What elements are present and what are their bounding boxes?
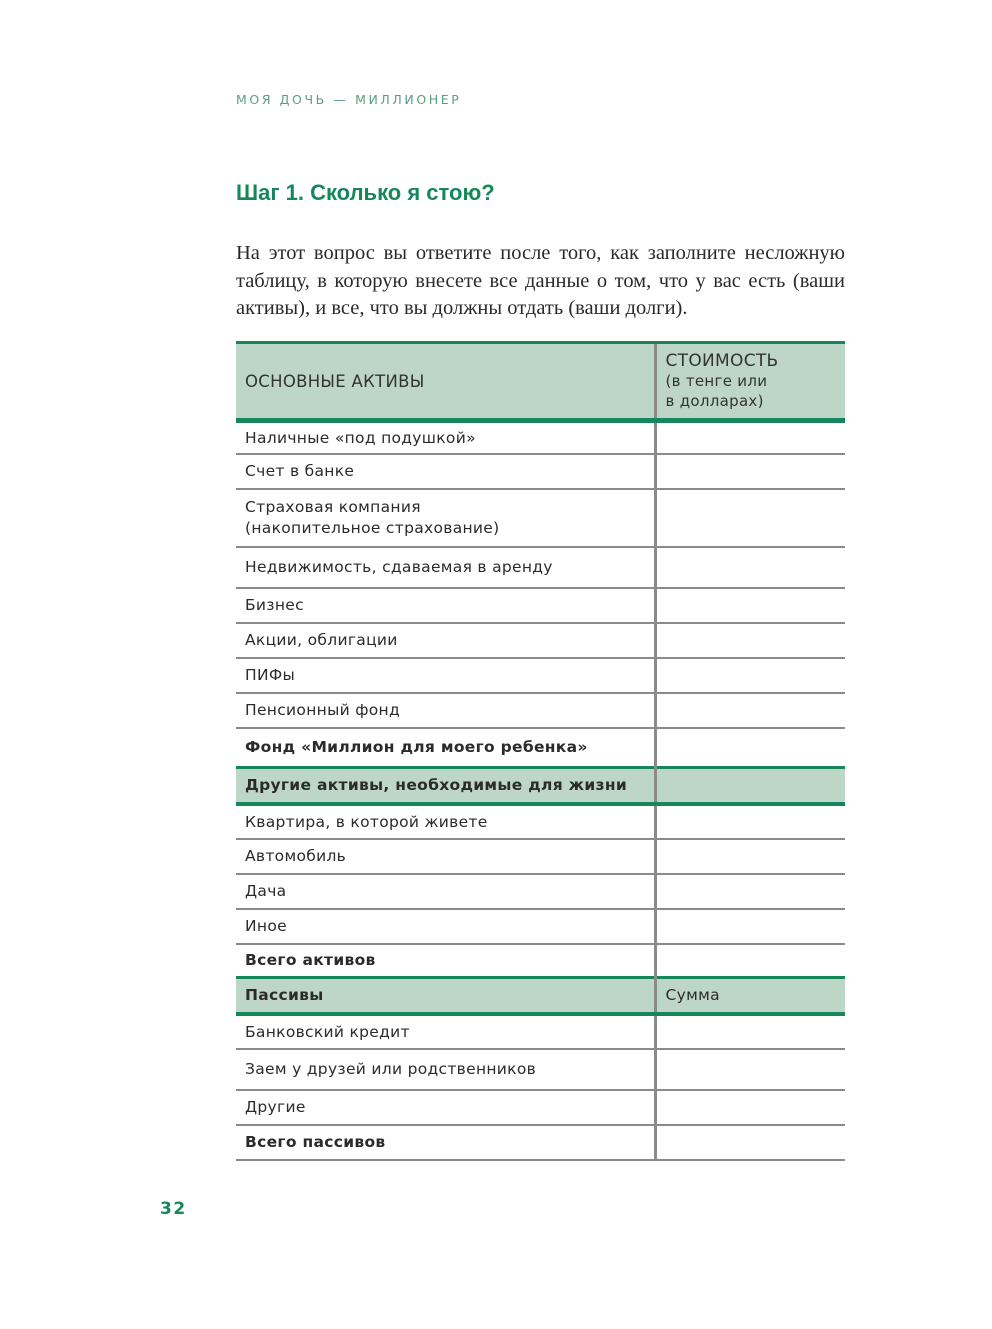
row-label: Банковский кредит [236,1014,655,1049]
value-cell[interactable] [655,421,845,454]
value-cell[interactable] [655,623,845,658]
total-liabilities-label: Всего пассивов [236,1125,655,1160]
value-cell[interactable] [655,839,845,874]
table-row [236,804,845,839]
row-label: Бизнес [236,588,655,623]
value-cell[interactable] [655,588,845,623]
table-row [236,1090,845,1125]
section-heading: Шаг 1. Сколько я стою? [236,180,495,205]
page-number: 32 [160,1199,187,1219]
table-row [236,909,845,944]
row-label: Квартира, в которой живете [236,804,655,839]
intro-paragraph: На этот вопрос вы ответите после того, как заполните несложную таблицу, в которую внесете все данные о том, что у вас есть (ваши активы), и все, что вы должны отдать (ваши долги). [236,242,845,319]
value-cell[interactable] [655,874,845,909]
total-assets-label: Всего активов [245,951,376,970]
value-cell[interactable] [655,804,845,839]
row-label: Недвижимость, сдаваемая в аренду [236,547,655,588]
liabilities-header-row [236,978,845,1014]
row-label: Наличные «под подушкой» [236,421,655,454]
row-label: Счет в банке [236,454,655,489]
table-row [236,623,845,658]
row-label: ПИФы [236,658,655,693]
header-value-title: СТОИМОСТЬ [665,351,779,371]
table-row [236,658,845,693]
table-row [236,588,845,623]
table-row [236,547,845,588]
row-label: Другие [236,1090,655,1125]
value-cell[interactable] [655,658,845,693]
row-label [236,489,655,547]
header-main-assets: ОСНОВНЫЕ АКТИВЫ [236,343,655,421]
other-assets-header: Другие активы, необходимые для жизни [236,768,655,804]
value-cell[interactable] [655,1090,845,1125]
table-row [236,874,845,909]
value-cell[interactable] [655,728,845,768]
header-value [655,343,845,421]
header-value-sub2: в долларах) [665,392,764,410]
running-head: МОЯ ДОЧЬ — МИЛЛИОНЕР [236,92,462,107]
total-assets-row [236,944,845,978]
other-assets-header-value [655,768,845,804]
table-row [236,839,845,874]
table-row [236,728,845,768]
row-label: Акции, облигации [236,623,655,658]
row-label-line2: (накопительное страхование) [245,518,500,537]
value-cell[interactable] [655,454,845,489]
total-liabilities-row [236,1125,845,1160]
table-row [236,421,845,454]
other-assets-header-row [236,768,845,804]
row-label: Фонд «Миллион для моего ребенка» [236,728,655,768]
row-label: Пенсионный фонд [236,693,655,728]
row-label-line1: Страховая компания [245,497,421,516]
value-cell[interactable] [655,489,845,547]
assets-liabilities-table [236,341,845,1161]
table-row [236,489,845,547]
table-row [236,1014,845,1049]
row-label: Автомобиль [236,839,655,874]
table-row [236,693,845,728]
value-cell[interactable] [655,1049,845,1090]
table-row [236,1049,845,1090]
row-label: Заем у друзей или родственников [236,1049,655,1090]
liabilities-header-value: Сумма [655,978,845,1014]
header-value-sub1: (в тенге или [665,372,768,390]
value-cell[interactable] [655,909,845,944]
value-cell[interactable] [655,547,845,588]
table-header-row [236,343,845,421]
total-liabilities-value[interactable] [655,1125,845,1160]
value-cell[interactable] [655,693,845,728]
row-label: Иное [236,909,655,944]
total-assets-value[interactable] [655,944,845,978]
liabilities-header: Пассивы [236,978,655,1014]
row-label: Дача [236,874,655,909]
table-row [236,454,845,489]
value-cell[interactable] [655,1014,845,1049]
